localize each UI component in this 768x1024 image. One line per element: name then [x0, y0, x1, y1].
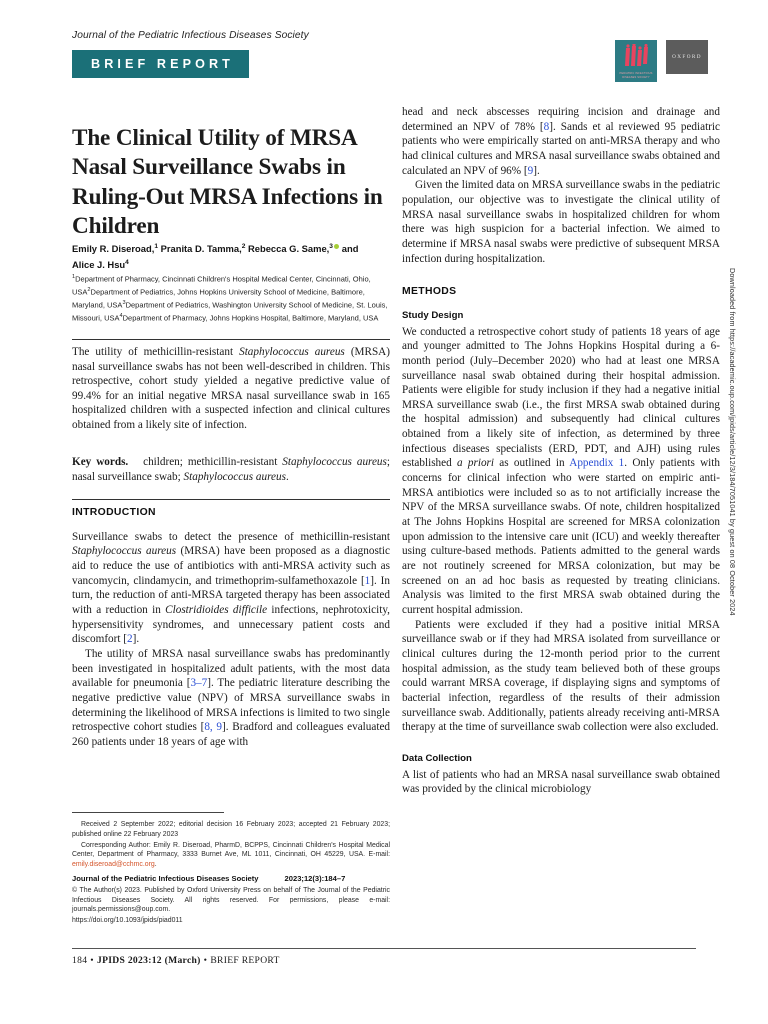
data-collection-paragraph-1: A list of patients who had an MRSA nasal surveillance swab obtained was provided by the clinical microbiology [402, 768, 720, 796]
masthead [72, 30, 696, 92]
intro-p2-c: ]. Bradford and colleagues evaluated 260 patients under 18 years of age with [72, 721, 391, 748]
affiliation-4: Department of Pharmacy, Johns Hopkins Hospital, Baltimore, Maryland, USA [122, 313, 379, 323]
citation-2[interactable]: 2 [127, 633, 133, 646]
corresponding-email-link[interactable]: emily.diseroad@cchmc.org [72, 860, 155, 868]
footnote-received: Received 2 September 2022; editorial decision 16 February 2023; accepted 21 February 2023; published online 22 February 2023 [72, 821, 390, 838]
corresponding-text-a: Corresponding Author: Emily R. Diseroad, PharmD, BCPPS, Cincinnati Children's Hospital Medical Center, Department of Pharmacy, 3333 Burnet Ave, ML 1011, Cincinnati, OH 45229, USA. E-mail: [72, 841, 390, 859]
right-column [402, 105, 720, 797]
corresponding-text-b: . [154, 860, 157, 868]
footnote-doi[interactable]: https://doi.org/10.1093/jpids/piad011 [72, 917, 183, 925]
author-4-affil-mark: 4 [125, 258, 129, 266]
footnote-volume-info: 2023;12(3):184–7 [284, 874, 346, 884]
article-type-badge: BRIEF REPORT [72, 50, 249, 78]
keywords [72, 455, 390, 484]
intro-paragraph-2 [72, 647, 390, 750]
intro-p3-c: ]. [533, 164, 540, 177]
journal-citation-line [72, 874, 390, 884]
journal-name: Journal of the Pediatric Infectious Diseases Society [72, 30, 309, 41]
affil-mark-2: 2 [87, 287, 91, 294]
sd-p1-italic-1: a priori [457, 457, 495, 470]
affiliation-1: Department of Pharmacy, Cincinnati Children's Hospital Medical Center, Cincinnati, Ohio, USA [72, 274, 371, 297]
intro-p1-e: ]. [132, 633, 140, 646]
footer-separator-1: • [90, 955, 94, 966]
keywords-text-b: ; nasal surveillance swab; [72, 456, 390, 483]
citation-8[interactable]: 8 [543, 120, 550, 133]
sd-p1-a: We conducted a retrospective cohort study of patients 18 years of age and younger admitted to The Johns Hopkins Hospital during a 6-month period (July–December 2020) who had at least one MRSA surveillance nasal swab obtained during their hospital admission. Patients were eligible for study inclusion if they had a negative initial MRSA surveillance swab (i.e., the first MRSA swab obtained during the hospital admission) and subsequently had clinical cultures obtained from a likely site of infection, as determined by three infectious diseases specialists (ERD, PDT, and AJH) using rules established [402, 325, 720, 470]
study-design-paragraph-1 [402, 325, 720, 618]
affil-mark-4: 4 [119, 313, 123, 320]
keywords-text-a: children; methicillin-resistant [143, 456, 283, 468]
oxford-logo-label: OXFORD [672, 54, 702, 60]
footer-article-type: BRIEF REPORT [210, 955, 280, 966]
intro-paragraph-1 [72, 530, 390, 647]
page-footer [72, 955, 280, 966]
left-column [72, 506, 390, 750]
author-2: Pranita D. Tamma, [158, 243, 242, 255]
keywords-text-c: . [285, 470, 289, 483]
affiliation-2: Department of Pediatrics, Johns Hopkins University School of Medicine, Baltimore, Maryland, USA [72, 287, 365, 310]
download-provenance-note: Downloaded from https://academic.oup.com/jpids/article/12/3/184/7051041 by guest on 08 October 2024 [728, 268, 737, 616]
author-2-affil-mark: 2 [241, 243, 246, 250]
footnote-divider [72, 812, 224, 813]
intro-p1-a: Surveillance swabs to detect the presence of methicillin-resistant [72, 530, 390, 543]
author-3: Rebecca G. Same, [245, 243, 330, 255]
sd-p1-b: as outlined in [494, 457, 570, 470]
study-design-paragraph-2: Patients were excluded if they had a positive initial MRSA surveillance swab or if they had MRSA isolated from surveillance or clinical cultures during the 12-month period prior to the current hospital admission, as the study team believed both of these groups could warrant MRSA coverage, if displaying signs and symptoms of bacterial infection, regardless of the results of their admission surveillance swab. Additionally, patients already receiving anti-MRSA therapy at the time of surveillance swab collection were also excluded. [402, 618, 720, 734]
author-conjunction: and [339, 243, 359, 255]
intro-p3-a: head and neck abscesses requiring incision and drainage and determined an NPV of 78% [ [402, 106, 720, 133]
jpids-logo-icon [615, 40, 657, 82]
affil-mark-3: 3 [122, 300, 126, 307]
footer-divider [72, 948, 696, 949]
intro-p1-d: infections, nephrotoxicity, hypersensitivity syndromes, and unnecessary patient costs and discomfort [ [72, 603, 390, 646]
jpids-logo-caption: PEDIATRIC INFECTIOUS DISEASES SOCIETY [619, 72, 653, 79]
intro-p1-italic-2: Clostridioides difficile [165, 603, 268, 616]
footer-issue: (March) [164, 955, 201, 966]
intro-paragraph-objective: Given the limited data on MRSA surveillance swabs in the pediatric population, our objective was to investigate the clinical utility of MRSA nasal surveillance swabs in hospitalized children for whom there was high suspicion for a bacterial infection. We aimed to determine if MRSA nasal swabs were predictive of subsequent MRSA infection during hospitalization. [402, 179, 720, 265]
citation-8-9[interactable]: 8, 9 [204, 721, 223, 734]
author-1: Emily R. Diseroad, [72, 243, 155, 255]
data-collection-heading: Data Collection [402, 752, 472, 764]
footnote-journal-name: Journal of the Pediatric Infectious Diseases Society [72, 874, 259, 884]
keywords-italic-1: Staphylococcus aureus [282, 456, 387, 468]
intro-p1-b: (MRSA) have been proposed as a diagnostic aid to reduce the use of antibiotics with anti-MRSA activity such as vancomycin, clindamycin, and trimethoprim-sulfamethoxazole [ [72, 545, 390, 587]
author-4: Alice J. Hsu [72, 258, 126, 270]
footer-separator-2: • [203, 955, 208, 966]
intro-p1-italic-1: Staphylococcus aureus [72, 545, 177, 558]
author-3-affil-mark: 3 [329, 243, 333, 250]
publisher-logos [615, 40, 708, 82]
footnote-corresponding [72, 841, 390, 870]
affil-mark-1: 1 [72, 274, 76, 280]
abstract-italic-1: Staphylococcus aureus [239, 346, 345, 358]
introduction-heading: INTRODUCTION [72, 507, 156, 518]
intro-p2-a: The utility of MRSA nasal surveillance swabs has predominantly been investigated in hospitalized adult patients, with the most data available for pneumonia [ [72, 647, 390, 690]
citation-9[interactable]: 9 [527, 164, 534, 177]
affiliations [72, 272, 390, 324]
sd-p1-c: . Only patients with concerns for clinical infection who were started on empiric anti-MRSA antibiotics were included so as to not artificially increase the NPV of the MRSA surveillance swabs. Of note, children hospitalized at The Johns Hopkins Hospital are screened for MRSA colonization upon admission to the intensive care unit (ICU) and weekly thereafter using culture-based methods. Patients admitted to the general wards are not routinely screened for MRSA colonization, but may be screened on an ad hoc basis as requested by treating clinicians. Analysis was limited to the first MRSA swab obtained during the current hospital admission. [402, 457, 720, 616]
footnote-copyright: © The Author(s) 2023. Published by Oxford University Press on behalf of The Journal of the Pediatric Infectious Diseases Society. All rights reserved. For permissions, please e-mail: journals.permissions@oup.com. [72, 887, 390, 914]
affiliation-3: Department of Pediatrics, Washington University School of Medicine, St. Louis, Missouri, USA [72, 300, 388, 323]
abstract-bottom-divider [72, 499, 390, 500]
methods-heading: METHODS [402, 286, 457, 298]
page-title: The Clinical Utility of MRSA Nasal Surveillance Swabs in Ruling-Out MRSA Infections in Children [72, 124, 383, 240]
abstract-top-divider [72, 339, 390, 340]
footer-journal-abbrev: JPIDS 2023:12 [96, 955, 162, 966]
author-1-affil-mark: 1 [154, 243, 158, 250]
citation-1[interactable]: 1 [364, 574, 371, 587]
author-list [72, 240, 390, 271]
abstract [72, 345, 390, 433]
intro-p2-b: ]. The pediatric literature describing the negative predictive value (NPV) of MRSA surveillance swabs in determining the likelihood of MRSA infections is limited to two single retrospective cohort studies [ [72, 677, 390, 734]
intro-p1-c: ]. In turn, the reduction of anti-MRSA targeted therapy has been associated with a reduction in [72, 574, 390, 616]
footnotes [72, 820, 390, 927]
keywords-italic-2: Staphylococcus aureus [183, 470, 286, 483]
footer-page-number: 184 [72, 955, 88, 966]
oxford-logo-icon [666, 40, 708, 74]
citation-3-7[interactable]: 3–7 [190, 677, 208, 690]
study-design-heading: Study Design [402, 309, 464, 321]
abstract-text-b: (MRSA) nasal surveillance swabs has not been well-described in children. This retrospective, cohort study yielded a negative predictive value of 99.4% for an initial negative MRSA nasal surveillance swab in 165 hospitalized children with a suspected infection and clinical cultures obtained from a likely site of infection. [72, 346, 390, 431]
intro-paragraph-2-continued [402, 105, 720, 178]
intro-p3-b: ]. Sands et al reviewed 95 pediatric patients who were empirically started on anti-MRSA therapy and who had clinical cultures and MRSA nasal surveillance swabs obtained and calculated an NPV of 96% [ [402, 120, 720, 177]
abstract-text-a: The utility of methicillin-resistant [72, 346, 240, 358]
keywords-heading: Key words. [72, 456, 129, 468]
appendix-1-link[interactable]: Appendix 1 [569, 457, 625, 470]
